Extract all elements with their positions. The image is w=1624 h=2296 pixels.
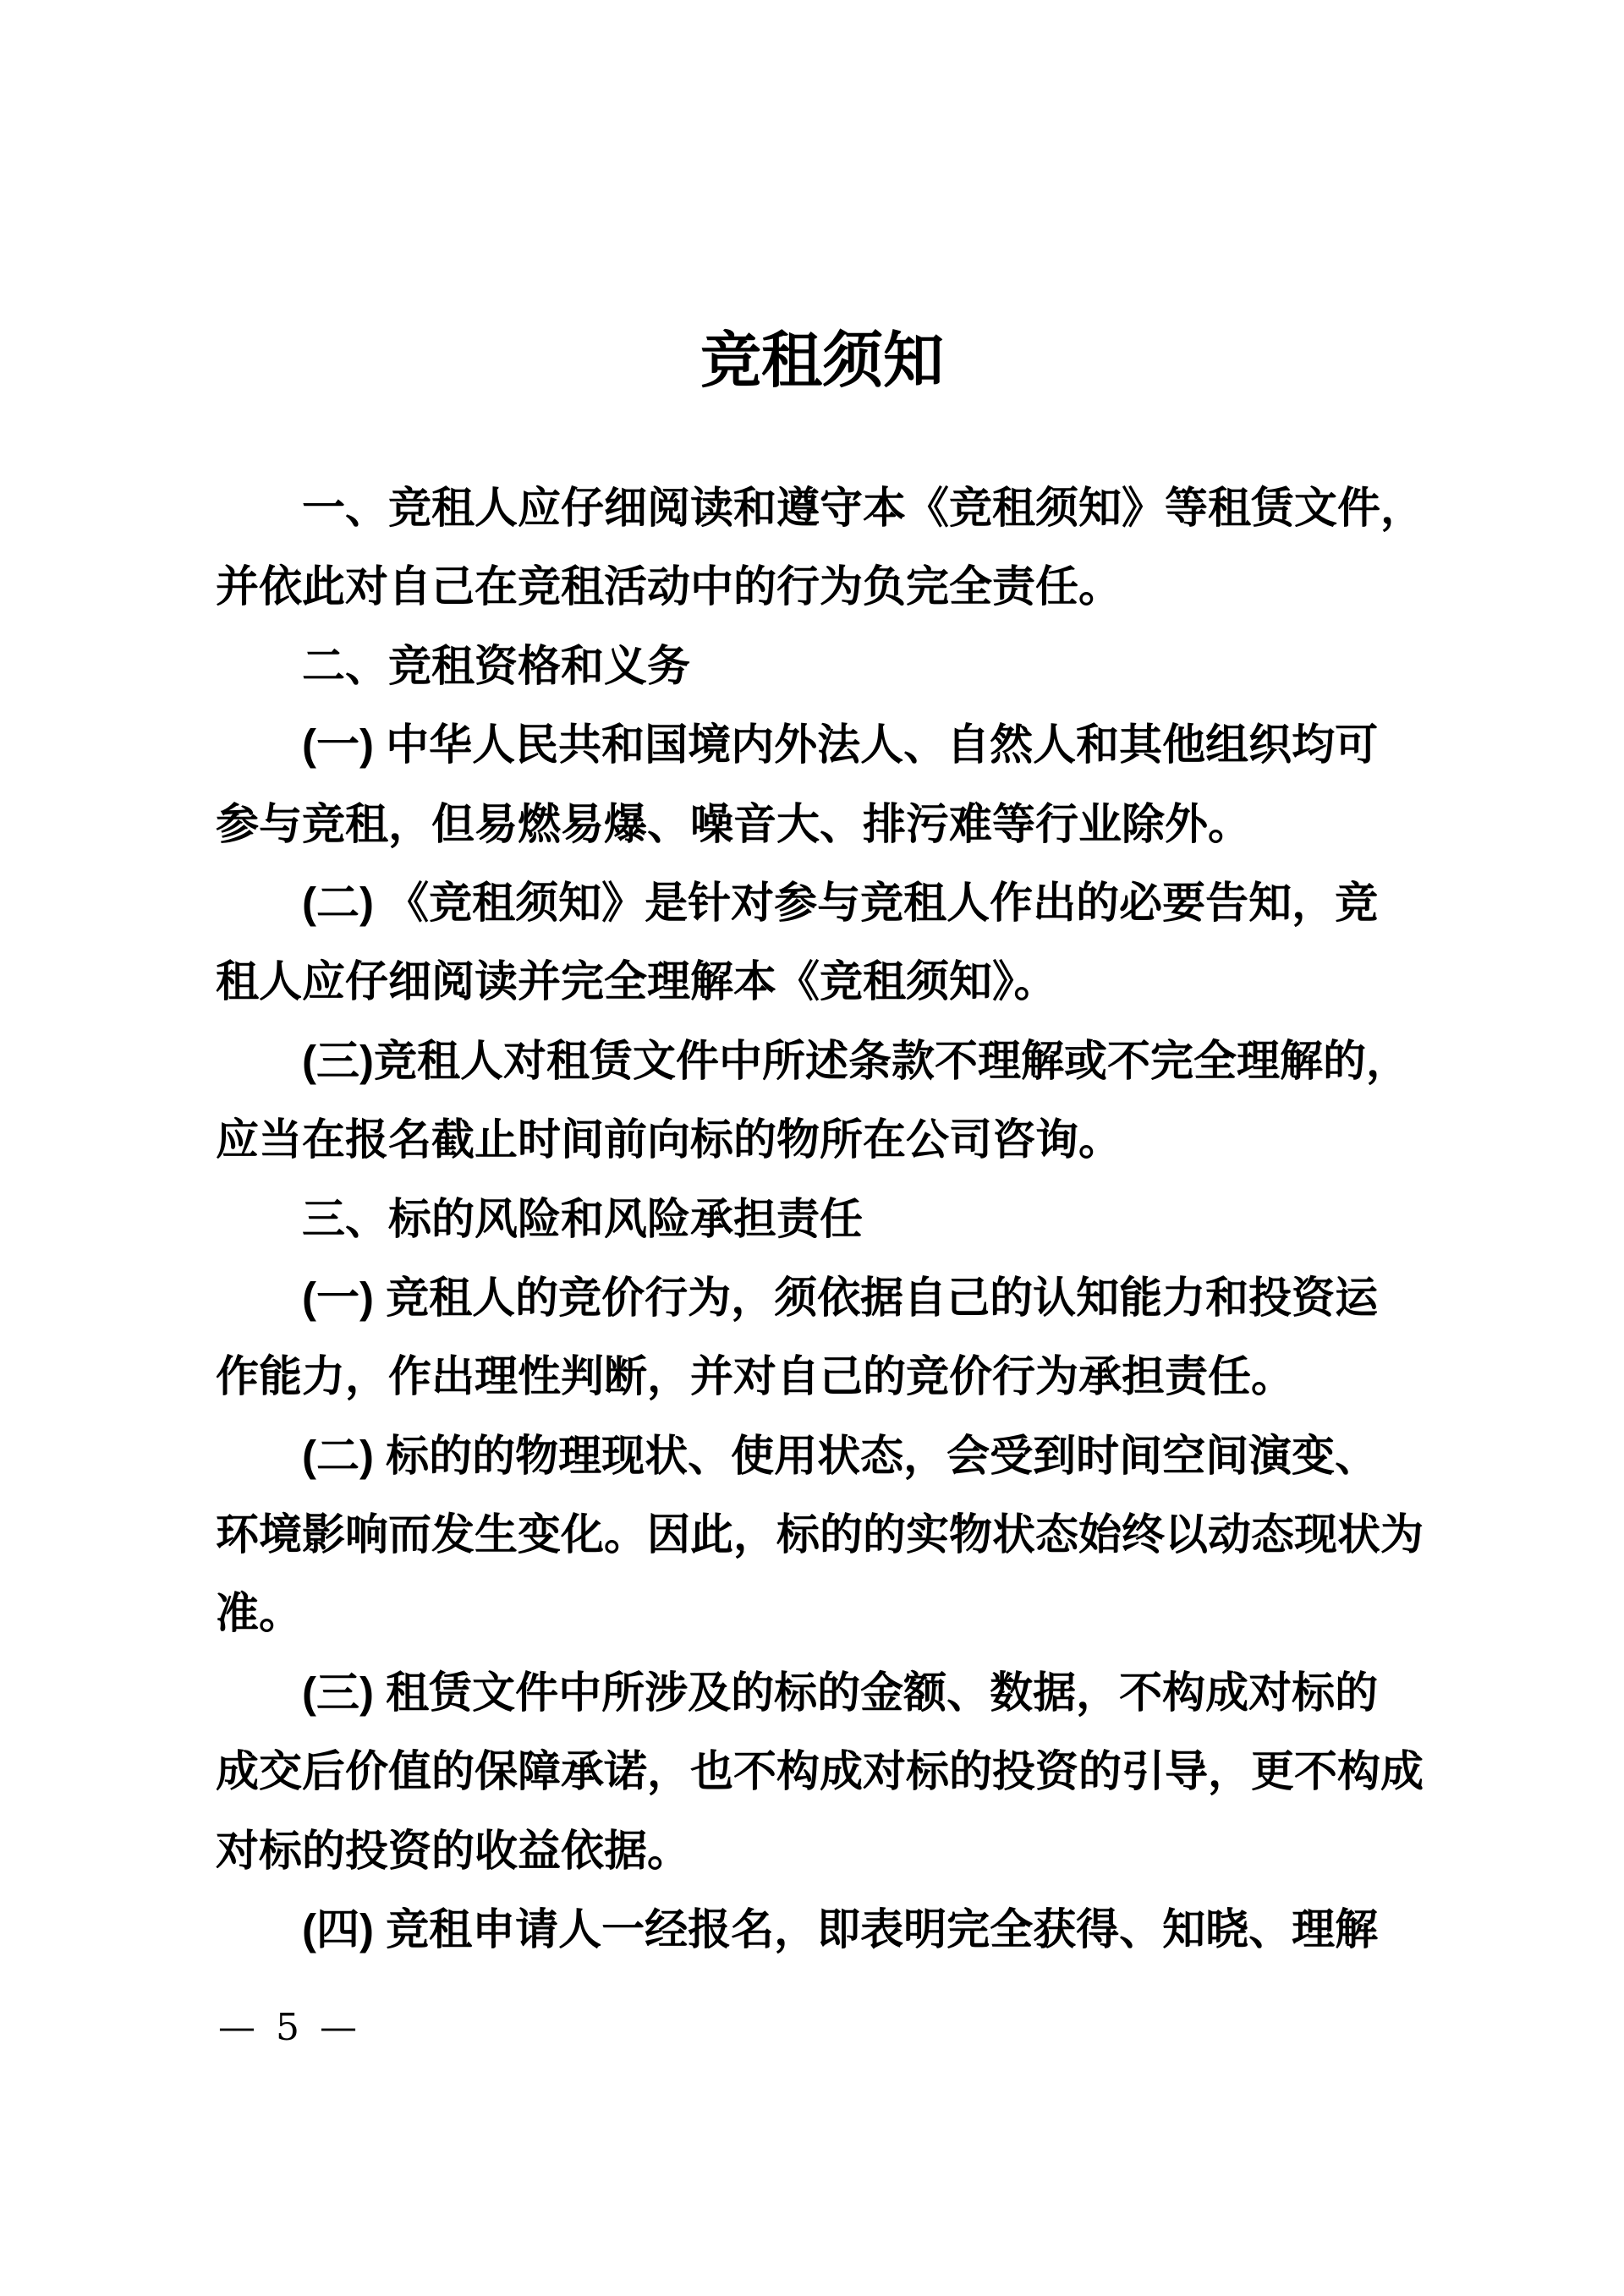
text-line: 环境影响而发生变化。因此，标的的实物状态始终以动态现状为: [216, 1510, 1424, 1559]
document-body: [216, 469, 1425, 1969]
text-line: 成交后价值的保障承诺，也不构成对标的投资的引导，更不构成: [216, 1747, 1424, 1796]
text-line: (三)竞租人对租赁文件中所述条款不理解或不完全理解的，: [302, 1036, 1409, 1085]
text-line: (二) 标的的物理现状、使用状态，会受到时间空间演变、: [302, 1431, 1379, 1480]
text-line: 对标的投资的收益依据。: [216, 1826, 691, 1875]
text-line: (三) 租赁文件中所涉及的标的金额、数据，不构成对标的: [302, 1668, 1379, 1717]
page-footer: [218, 2006, 361, 2050]
text-line: 并依此对自己在竞租活动中的行为负完全责任。: [216, 562, 1122, 611]
text-line: (一) 中华人民共和国境内外法人、自然人和其他组织均可: [302, 721, 1379, 770]
text-line: 三、标的风险和风险承担责任: [302, 1194, 864, 1243]
text-line: 一、竞租人应仔细阅读和遵守本《竞租须知》等租赁文件，: [302, 484, 1424, 532]
text-line: (二) 《竞租须知》是针对参与竞租人作出的必要告知，竞: [302, 878, 1379, 927]
text-line: 参与竞租，但易燃易爆、噪音大、排污难等行业除外。: [216, 799, 1252, 848]
text-line: (四) 竞租申请人一经报名，即表明完全获得、知晓、理解: [302, 1905, 1379, 1954]
text-line: 应当在报名截止时间前向标的物所在公司咨询。: [216, 1115, 1122, 1164]
document-title: 竞租须知: [700, 324, 944, 396]
text-line: (一) 竞租人的竞价行为，须依据自己的认知能力和投资运: [302, 1273, 1379, 1322]
text-line: 作能力，作出理性判断，并对自己的竞价行为承担责任。: [216, 1352, 1295, 1401]
text-line: 租人应仔细阅读并完全理解本《竞租须知》。: [216, 957, 1057, 1006]
page-number: — 5 —: [218, 2006, 361, 2049]
text-line: 准。: [216, 1589, 303, 1638]
text-line: 二、竞租资格和义务: [302, 641, 691, 690]
